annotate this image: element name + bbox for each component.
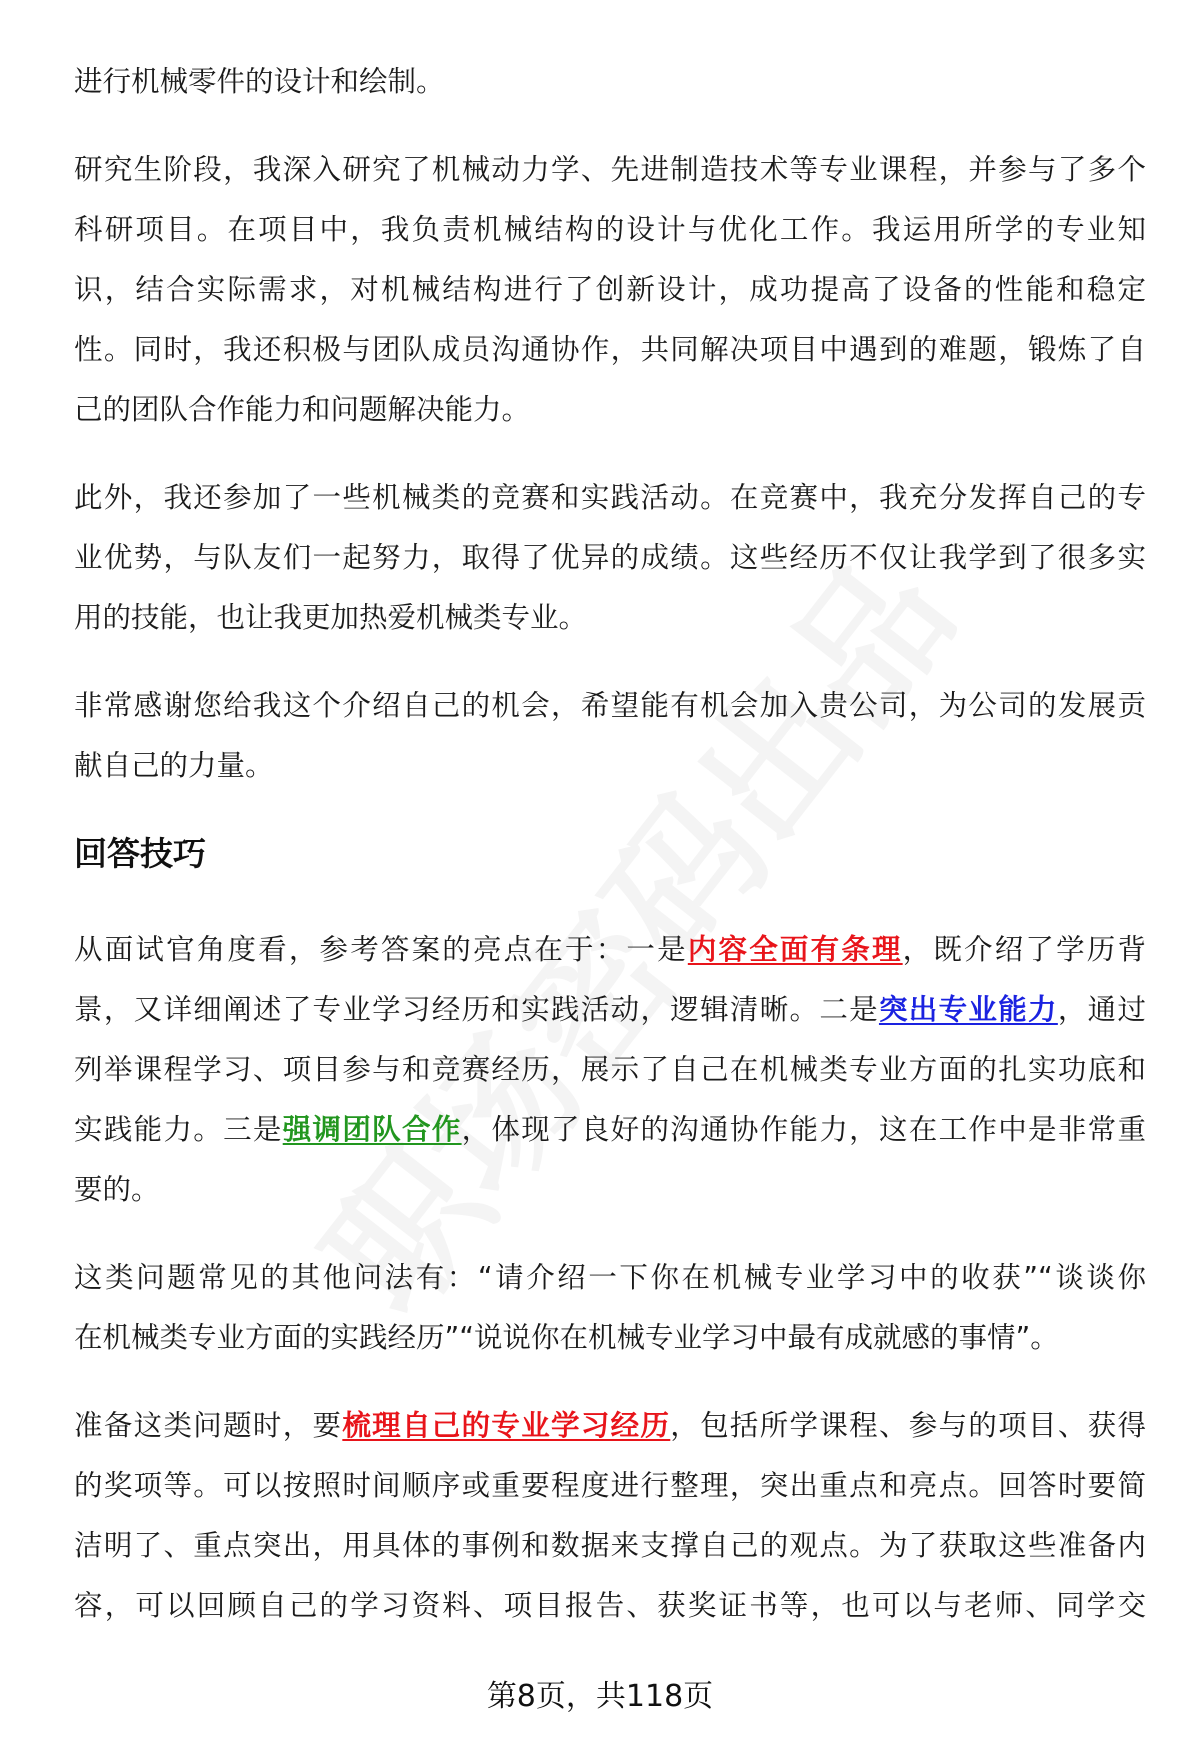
text-line: [74, 1308, 1146, 1368]
text-segment: 的奖项等。可以按照时间顺序或重要程度进行整理，突出重点和亮点。回答时要简: [74, 1469, 1146, 1502]
paragraph: [74, 1396, 1146, 1636]
text-line: [74, 1248, 1146, 1308]
text-line: [74, 1160, 1146, 1220]
text-line: [74, 1396, 1146, 1456]
text-segment: 献自己的力量。: [74, 749, 274, 782]
text-segment: 科研项目。在项目中，我负责机械结构的设计与优化工作。我运用所学的专业知: [74, 213, 1146, 246]
text-segment: 从面试官角度看，参考答案的亮点在于：一是: [74, 933, 688, 966]
text-segment: 洁明了、重点突出，用具体的事例和数据来支撑自己的观点。为了获取这些准备内: [74, 1529, 1146, 1562]
text-segment: 实践能力。三是: [74, 1113, 283, 1146]
text-line: [74, 676, 1146, 736]
text-line: [74, 260, 1146, 320]
text-line: [74, 380, 1146, 440]
paragraph: [74, 468, 1146, 648]
text-segment: ，体现了良好的沟通协作能力，这在工作中是非常重: [461, 1113, 1146, 1146]
text-segment: 要的。: [74, 1173, 160, 1206]
text-line: [74, 1576, 1146, 1636]
text-segment: ，包括所学课程、参与的项目、获得: [670, 1409, 1146, 1442]
text-line: [74, 980, 1146, 1040]
text-segment: 进行机械零件的设计和绘制。: [74, 65, 445, 98]
text-segment: 这类问题常见的其他问法有：“请介绍一下你在机械专业学习中的收获”“谈谈你: [74, 1261, 1146, 1294]
tips-section: [74, 920, 1146, 1636]
text-line: [74, 528, 1146, 588]
answer-section: [74, 52, 1146, 796]
text-segment: 研究生阶段，我深入研究了机械动力学、先进制造技术等专业课程，并参与了多个: [74, 153, 1146, 186]
highlighted-keyphrase: 梳理自己的专业学习经历: [342, 1409, 671, 1442]
paragraph: [74, 676, 1146, 796]
paragraph: [74, 1248, 1146, 1368]
highlighted-keyphrase: 突出专业能力: [878, 993, 1058, 1026]
highlighted-keyphrase: 强调团队合作: [282, 1113, 462, 1146]
text-segment: 识，结合实际需求，对机械结构进行了创新设计，成功提高了设备的性能和稳定: [74, 273, 1146, 306]
text-segment: 景，又详细阐述了专业学习经历和实践活动，逻辑清晰。二是: [74, 993, 879, 1026]
text-line: [74, 1456, 1146, 1516]
text-line: [74, 588, 1146, 648]
text-segment: 此外，我还参加了一些机械类的竞赛和实践活动。在竞赛中，我充分发挥自己的专: [74, 481, 1146, 514]
text-line: [74, 200, 1146, 260]
text-line: [74, 736, 1146, 796]
text-segment: 业优势，与队友们一起努力，取得了优异的成绩。这些经历不仅让我学到了很多实: [74, 541, 1146, 574]
text-segment: 容，可以回顾自己的学习资料、项目报告、获奖证书等，也可以与老师、同学交: [74, 1589, 1146, 1622]
page-number: 第8页，共118页: [486, 1679, 714, 1714]
text-line: [74, 1040, 1146, 1100]
text-line: [74, 1516, 1146, 1576]
text-line: [74, 52, 1146, 112]
paragraph: [74, 920, 1146, 1220]
text-segment: 列举课程学习、项目参与和竞赛经历，展示了自己在机械类专业方面的扎实功底和: [74, 1053, 1146, 1086]
text-line: [74, 1100, 1146, 1160]
text-segment: ，既介绍了学历背: [902, 933, 1146, 966]
text-line: [74, 140, 1146, 200]
text-segment: 性。同时，我还积极与团队成员沟通协作，共同解决项目中遇到的难题，锻炼了自: [74, 333, 1146, 366]
highlighted-keyphrase: 内容全面有条理: [687, 933, 903, 966]
paragraph: [74, 140, 1146, 440]
text-segment: 用的技能，也让我更加热爱机械类专业。: [74, 601, 588, 634]
text-segment: 在机械类专业方面的实践经历”“说说你在机械专业学习中最有成就感的事情”。: [74, 1321, 1059, 1354]
section-heading: 回答技巧: [74, 834, 206, 873]
text-segment: 非常感谢您给我这个介绍自己的机会，希望能有机会加入贵公司，为公司的发展贡: [74, 689, 1146, 722]
text-line: [74, 320, 1146, 380]
text-segment: ，通过: [1057, 993, 1146, 1026]
document-body: [74, 52, 1146, 1664]
text-segment: 己的团队合作能力和问题解决能力。: [74, 393, 531, 426]
text-line: [74, 920, 1146, 980]
paragraph: [74, 52, 1146, 112]
text-line: [74, 468, 1146, 528]
text-segment: 准备这类问题时，要: [74, 1409, 343, 1442]
